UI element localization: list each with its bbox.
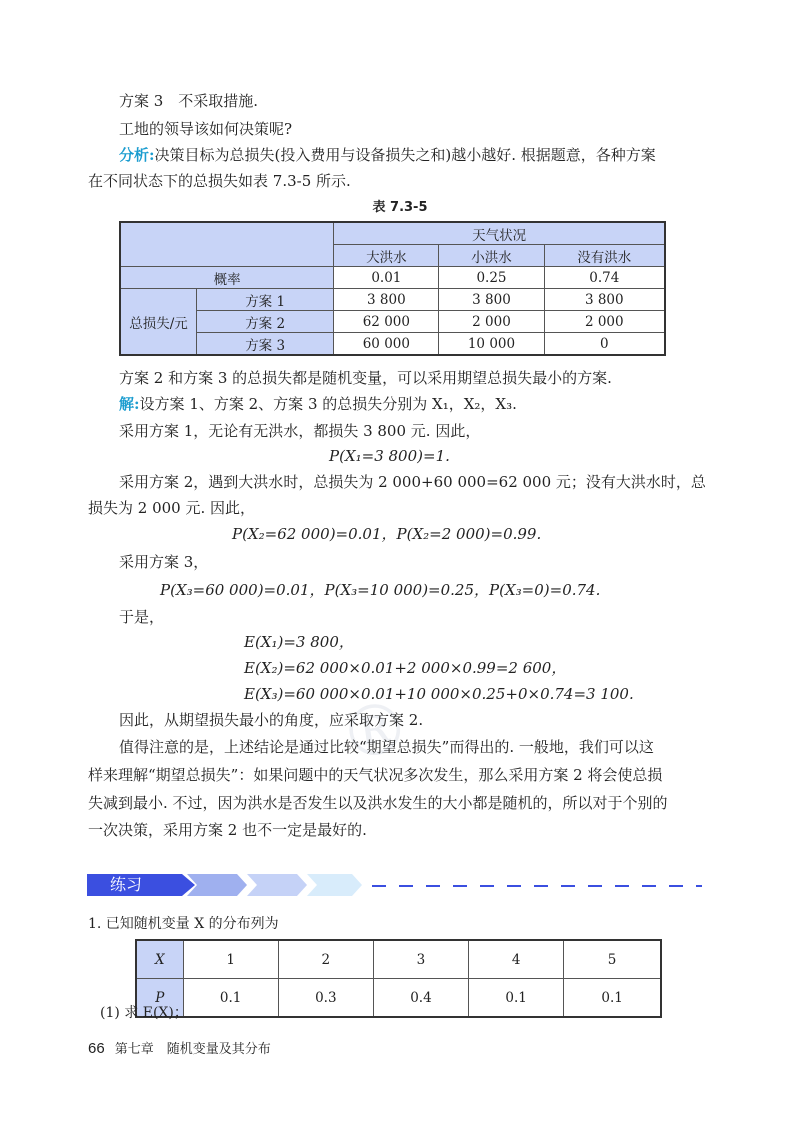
row-header: P bbox=[136, 979, 183, 1018]
row-header: 总损失/元 bbox=[120, 289, 197, 356]
cell: 0.1 bbox=[183, 979, 278, 1018]
formula: E(X₂)=62 000×0.01+2 000×0.99=2 600， bbox=[244, 659, 567, 677]
cell: 0 bbox=[544, 333, 665, 356]
cell: 3 800 bbox=[439, 289, 544, 311]
text-line: 失减到最小. 不过，因为洪水是否发生以及洪水发生的大小都是随机的，所以对于个别的 bbox=[88, 794, 668, 812]
page-footer bbox=[88, 1038, 271, 1057]
cell: 2 000 bbox=[544, 311, 665, 333]
cell: 62 000 bbox=[334, 311, 439, 333]
text: 设方案 1、方案 2、方案 3 的总损失分别为 X₁，X₂，X₃. bbox=[139, 395, 517, 413]
row-header: 概率 bbox=[120, 267, 334, 289]
cell: 0.01 bbox=[334, 267, 439, 289]
col-header: 没有洪水 bbox=[544, 245, 665, 267]
row-header: 方案 1 bbox=[197, 289, 334, 311]
cell: 0.1 bbox=[469, 979, 564, 1018]
cell: 1 bbox=[183, 940, 278, 979]
cell: 2 000 bbox=[439, 311, 544, 333]
chapter-title: 第七章 随机变量及其分布 bbox=[114, 1042, 271, 1057]
cell: 0.74 bbox=[544, 267, 665, 289]
cell: 4 bbox=[469, 940, 564, 979]
text-line: 采用方案 1，无论有无洪水，都损失 3 800 元. 因此， bbox=[119, 422, 481, 440]
page-number: 66 bbox=[88, 1040, 105, 1057]
col-header: 大洪水 bbox=[334, 245, 439, 267]
weather-header: 天气状况 bbox=[334, 222, 665, 245]
distribution-table bbox=[135, 939, 662, 1018]
cell: 3 bbox=[373, 940, 468, 979]
text-line: 采用方案 2，遇到大洪水时，总损失为 2 000+60 000=62 000 元；没有大洪水时，总 bbox=[119, 473, 706, 491]
text-line: 值得注意的是，上述结论是通过比较“期望总损失”而得出的. 一般地，我们可以这 bbox=[119, 738, 654, 756]
text-line: 工地的领导该如何决策呢? bbox=[119, 120, 293, 138]
corner-cell bbox=[120, 222, 334, 267]
formula: P(X₂=62 000)=0.01，P(X₂=2 000)=0.99. bbox=[232, 525, 542, 543]
col-header: 小洪水 bbox=[439, 245, 544, 267]
text: 决策目标为总损失(投入费用与设备损失之和)越小越好. 根据题意，各种方案 bbox=[154, 146, 656, 164]
row-header: 方案 3 bbox=[197, 333, 334, 356]
cell: 5 bbox=[564, 940, 661, 979]
formula: P(X₃=60 000)=0.01，P(X₃=10 000)=0.25，P(X₃=0)=0.74. bbox=[160, 581, 601, 599]
cell: 0.4 bbox=[373, 979, 468, 1018]
text-line: 采用方案 3， bbox=[119, 553, 209, 571]
cell: 3 800 bbox=[544, 289, 665, 311]
cell: 0.1 bbox=[564, 979, 661, 1018]
watermark: ® bbox=[334, 685, 416, 777]
question-1-part-1: (1) 求 E(X)； bbox=[100, 1005, 188, 1021]
text-line: 方案 3 不采取措施. bbox=[119, 92, 259, 110]
text-line: 在不同状态下的总损失如表 7.3-5 所示. bbox=[88, 172, 351, 190]
cell: 0.25 bbox=[439, 267, 544, 289]
exercise-title: 练习 bbox=[110, 875, 143, 894]
analysis-label: 分析: bbox=[119, 146, 155, 164]
text-line: 于是， bbox=[119, 608, 165, 626]
text-line: 样来理解“期望总损失”：如果问题中的天气状况多次发生，那么采用方案 2 将会使总损 bbox=[88, 766, 663, 784]
text-line bbox=[119, 394, 517, 414]
solution-label: 解: bbox=[119, 395, 140, 413]
formula: E(X₁)=3 800， bbox=[244, 633, 354, 651]
table-caption: 表 7.3-5 bbox=[372, 200, 428, 215]
row-header: X bbox=[136, 940, 183, 979]
row-header: 方案 2 bbox=[197, 311, 334, 333]
cell: 2 bbox=[278, 940, 373, 979]
formula: P(X₁=3 800)=1. bbox=[329, 447, 450, 465]
text-line: 因此，从期望损失最小的角度，应采取方案 2. bbox=[119, 711, 424, 729]
cell: 3 800 bbox=[334, 289, 439, 311]
exercise-banner bbox=[87, 874, 707, 896]
cell: 10 000 bbox=[439, 333, 544, 356]
text-line: 损失为 2 000 元. 因此， bbox=[88, 499, 256, 517]
formula: E(X₃)=60 000×0.01+10 000×0.25+0×0.74=3 100. bbox=[244, 685, 634, 703]
cell: 0.3 bbox=[278, 979, 373, 1018]
text-line: 一次决策，采用方案 2 也不一定是最好的. bbox=[88, 821, 367, 839]
cell: 60 000 bbox=[334, 333, 439, 356]
text-line: 方案 2 和方案 3 的总损失都是随机变量，可以采用期望总损失最小的方案. bbox=[119, 369, 612, 387]
question-1: 1. 已知随机变量 X 的分布列为 bbox=[88, 916, 279, 932]
loss-table bbox=[119, 221, 666, 356]
text-line bbox=[119, 145, 656, 165]
